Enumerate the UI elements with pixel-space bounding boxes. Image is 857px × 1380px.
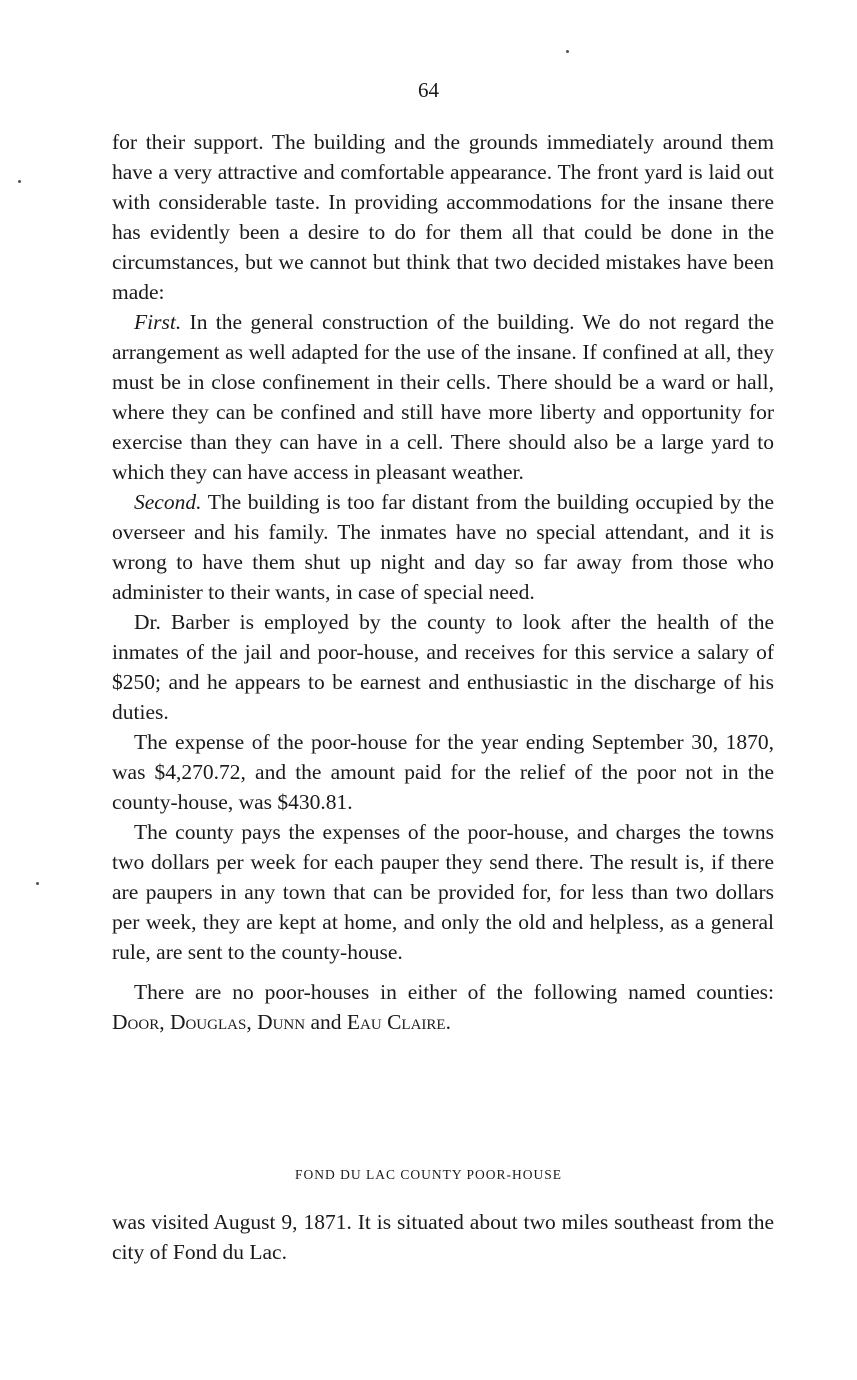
print-speck (566, 50, 569, 53)
county-name: Dunn (257, 1010, 306, 1034)
paragraph (112, 487, 774, 607)
county-name: Door (112, 1010, 160, 1034)
paragraph (112, 977, 774, 1037)
separator: , (159, 1010, 170, 1034)
separator: , (246, 1010, 258, 1034)
page-number: 64 (418, 78, 439, 102)
paragraph-lead: First. (134, 310, 182, 334)
paragraph: for their support. The building and the grounds immediately around them have a very attractive and comfortable appearance. The front yard is laid out with considerable taste. In providing accommodations for the insane there has evidently been a desire to do for them all that could be done in the circumstances, but we cannot but think that two decided mistakes have been made: (112, 130, 774, 304)
print-speck (18, 180, 21, 183)
paragraph-lead: Second. (134, 490, 202, 514)
closing-text (112, 1207, 774, 1267)
print-speck (36, 882, 39, 885)
paragraph: The county pays the expenses of the poor-house, and charges the towns two dollars per week for each pauper they send there. The result is, if there are paupers in any town that can be provided for, for less than two dollars per week, they are kept at home, and only the old and helpless, as a general rule, are sent to the county-house. (112, 820, 774, 964)
separator: and (305, 1010, 347, 1034)
section-heading: FOND DU LAC COUNTY POOR-HOUSE (294, 1167, 562, 1182)
paragraph-text: The building is too far distant from the building occupied by the overseer and his family. The inmates have no special attendant, and it is wrong to have them shut up night and day so far away from those who administer to their wants, in case of special need. (112, 490, 774, 604)
county-name: Douglas (169, 1010, 247, 1034)
paragraph (112, 307, 774, 487)
body-text (112, 127, 774, 1037)
paragraph: was visited August 9, 1871. It is situated about two miles southeast from the city of Fond du Lac. (112, 1210, 774, 1264)
paragraph-text: There are no poor-houses in either of the following named counties: (134, 980, 774, 1004)
separator: . (445, 1010, 451, 1034)
paragraph-text: In the general construction of the building. We do not regard the arrangement as well adapted for the use of the insane. If confined at all, they must be in close confinement in their cells. There should be a ward or hall, where they can be confined and still have more liberty and opportunity for exercise than they can have in a cell. There should also be a large yard to which they can have access in pleasant weather. (112, 310, 774, 484)
paragraph: The expense of the poor-house for the year ending September 30, 1870, was $4,270.72, and the amount paid for the relief of the poor not in the county-house, was $430.81. (112, 730, 774, 814)
county-name: Eau Claire (346, 1010, 446, 1034)
paragraph: Dr. Barber is employed by the county to look after the health of the inmates of the jail and poor-house, and receives for this service a salary of $250; and he appears to be earnest and enthusiastic in the discharge of his duties. (112, 610, 774, 724)
